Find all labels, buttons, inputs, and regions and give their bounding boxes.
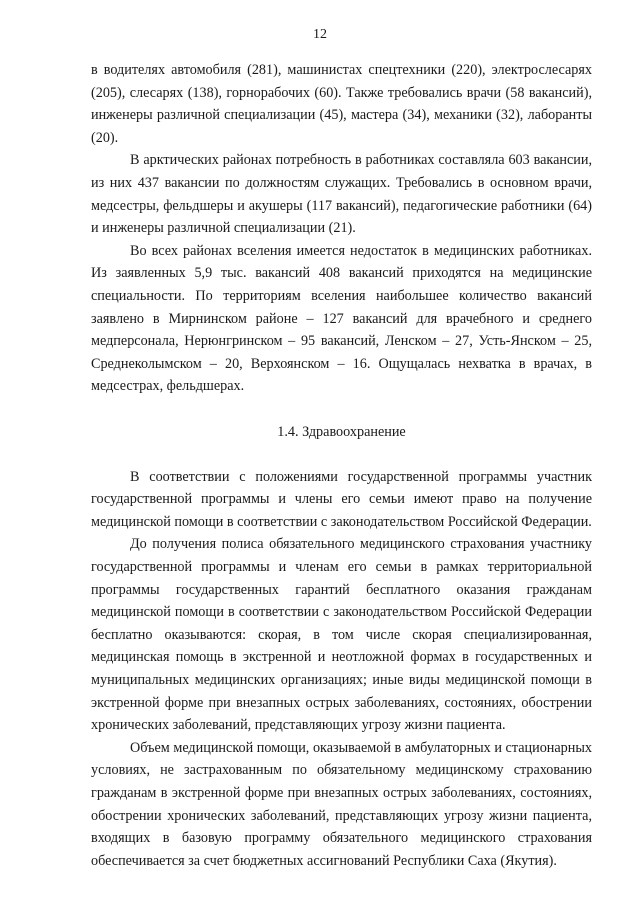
paragraph-medical-shortage: Во всех районах вселения имеется недостаток в медицинских работниках. Из заявленных 5,9 тыс. вакансий 408 вакансий приходятся на медицинские специальности. По территориям вселения наибольшее количество вакансий заявлено в Мирнинском районе – 127 вакансий для врачебного и среднего медперсонала, Нерюнгринском – 95 вакансий, Ленском – 27, Усть-Янском – 25, Среднеколымском – 20, Верхоянском – 16. Ощущалась нехватка в врачах, в медсестрах, фельдшерах. (91, 242, 592, 395)
body-text (91, 59, 592, 872)
paragraph-continued: в водителях автомобиля (281), машинистах спецтехники (220), электрослесарях (205), слесарях (138), горнорабочих (60). Также требовались врачи (58 вакансий), инженеры различной специализации (45), мастера (34), механики (32), лаборанты (20). (91, 62, 592, 146)
paragraph-care-funding: Объем медицинской помощи, оказываемой в амбулаторных и стационарных условиях, не застрахованным по обязательному медицинскому страхованию гражданам в экстренной форме при внезапных острых заболеваниях, состояниях, обострении хронических заболеваний, представляющих угрозу жизни пациента, входящих в базовую программу обязательного медицинского страхования обеспечивается за счет бюджетных ассигнований Республики Саха (Якутия). (91, 739, 592, 869)
page-number: 12 (313, 27, 327, 42)
paragraph-healthcare-rights: В соответствии с положениями государственной программы участник государственной программы и члены его семьи имеют право на получение медицинской помощи в соответствии с законодательством Российской Федерации. (91, 468, 592, 530)
paragraph-arctic-regions: В арктических районах потребность в работниках составляла 603 вакансии, из них 437 вакансии по должностям служащих. Требовались в основном врачи, медсестры, фельдшеры и акушеры (117 вакансий), педагогические работники (64) и инженеры различной специализации (21). (91, 152, 592, 237)
paragraph-free-care-before-policy: До получения полиса обязательного медицинского страхования участнику государственной программы и членам его семьи в рамках территориальной программы государственных гарантий бесплатного оказания гражданам медицинской помощи в соответствии с законодательством Российской Федерации бесплатно оказываются: скорая, в том числе скорая специализированная, медицинская помощь в экстренной и неотложной формах в государственных и муниципальных медицинских организациях; иные виды медицинской помощи в экстренной форме при внезапных острых заболеваниях, состояниях, обострении хронических заболеваний, представляющих угрозу жизни пациента. (91, 536, 592, 734)
section-heading: 1.4. Здравоохранение (277, 423, 406, 440)
